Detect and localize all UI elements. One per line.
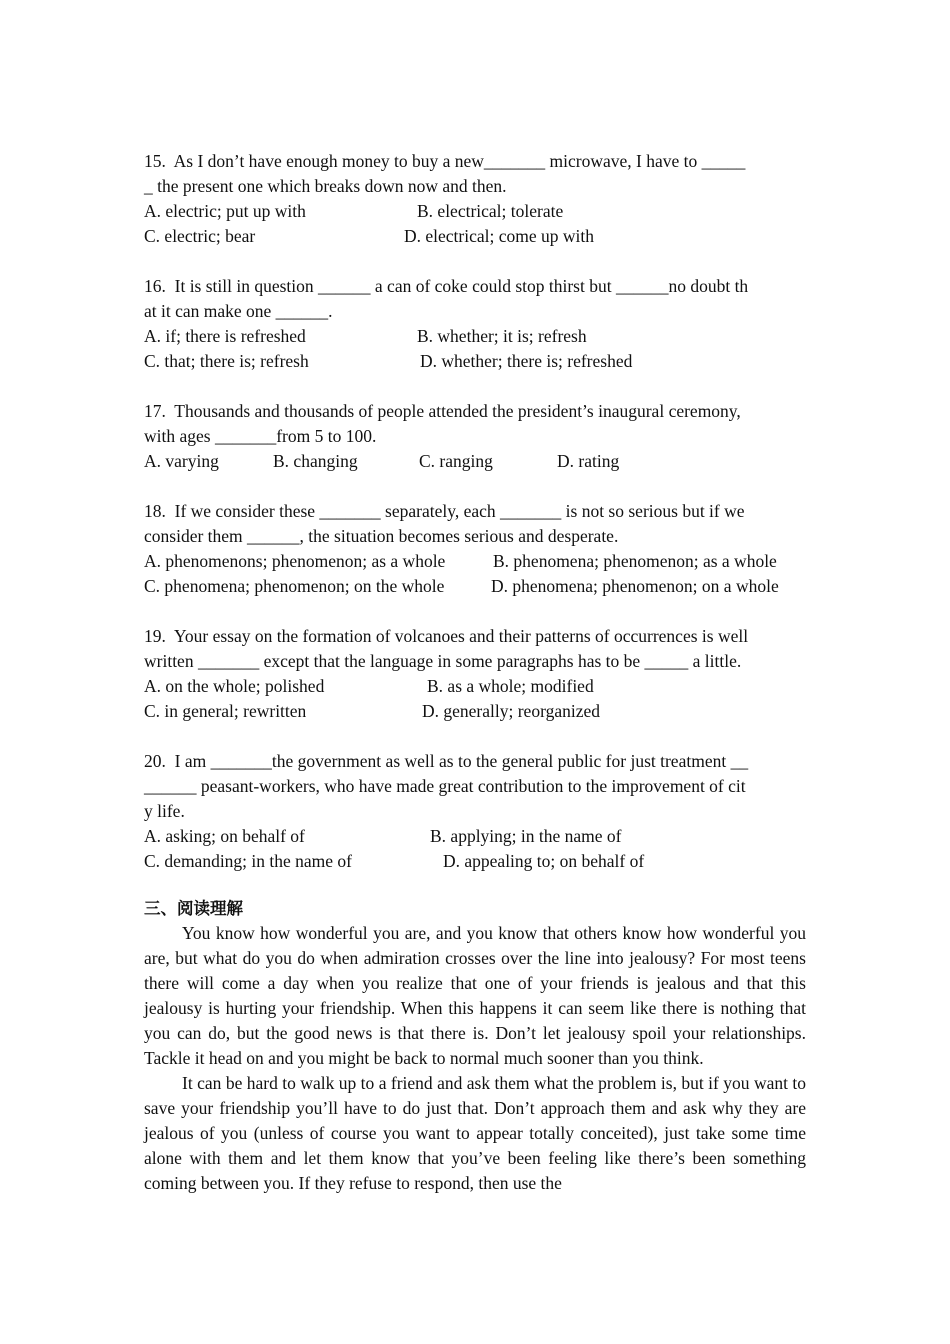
option-b: B. as a whole; modified — [427, 676, 594, 696]
option-b: B. whether; it is; refresh — [417, 326, 587, 346]
option-b: B. changing — [273, 451, 358, 471]
option-row — [144, 824, 806, 849]
option-c: C. electric; bear — [144, 226, 256, 246]
option-b: B. phenomena; phenomenon; as a whole — [493, 551, 777, 571]
option-row — [144, 849, 806, 874]
option-c: C. ranging — [419, 451, 493, 471]
option-d: D. phenomena; phenomenon; on a whole — [491, 576, 779, 596]
question-text-line: ______ peasant-workers, who have made great contribution to the improvement of cit — [144, 776, 746, 796]
option-row — [144, 224, 806, 249]
question-text-line: 16. It is still in question ______ a can of coke could stop thirst but ______no doubt th — [144, 276, 749, 296]
question-text-line: written _______ except that the language in some paragraphs has to be _____ a little. — [144, 651, 742, 671]
question-15 — [144, 149, 806, 249]
question-text-line: 15. As I don’t have enough money to buy a new_______ microwave, I have to _____ — [144, 151, 746, 171]
option-a: A. if; there is refreshed — [144, 326, 306, 346]
option-row — [144, 674, 806, 699]
option-c: C. demanding; in the name of — [144, 851, 353, 871]
option-d: D. appealing to; on behalf of — [443, 851, 645, 871]
option-row — [144, 349, 806, 374]
question-text-line: y life. — [144, 801, 185, 821]
question-text-line: _ the present one which breaks down now and then. — [144, 176, 507, 196]
option-d: D. whether; there is; refreshed — [420, 351, 633, 371]
option-a: A. on the whole; polished — [144, 676, 325, 696]
option-row — [144, 699, 806, 724]
section-title: 三、阅读理解 — [144, 899, 243, 918]
option-row — [144, 324, 806, 349]
question-text-line: 19. Your essay on the formation of volcanoes and their patterns of occurrences is well — [144, 626, 749, 646]
reading-paragraph: It can be hard to walk up to a friend and ask them what the problem is, but if you want to save your friendship you’ll have to do just that. Don’t approach them and ask why they are jealous of you (unless of course you want to appear totally conceited), just take some time alone with them and let them know that you’ve been feeling like there’s been something coming between you. If they refuse to respond, then use the — [144, 1073, 806, 1193]
question-19 — [144, 624, 806, 724]
option-a: A. varying — [144, 451, 219, 471]
option-c: C. phenomena; phenomenon; on the whole — [144, 576, 445, 596]
option-row — [144, 199, 806, 224]
question-20 — [144, 749, 806, 874]
option-c: C. in general; rewritten — [144, 701, 307, 721]
option-row — [144, 574, 806, 599]
option-a: A. electric; put up with — [144, 201, 306, 221]
option-row — [144, 449, 806, 474]
option-a: A. phenomenons; phenomenon; as a whole — [144, 551, 446, 571]
option-d: D. electrical; come up with — [404, 226, 594, 246]
question-16 — [144, 274, 806, 374]
question-text-line: at it can make one ______. — [144, 301, 333, 321]
option-b: B. electrical; tolerate — [417, 201, 564, 221]
question-text-line: 17. Thousands and thousands of people attended the president’s inaugural ceremony, — [144, 401, 741, 421]
question-18 — [144, 499, 806, 599]
option-row — [144, 549, 806, 574]
option-b: B. applying; in the name of — [430, 826, 622, 846]
option-d: D. generally; reorganized — [422, 701, 600, 721]
question-17 — [144, 399, 806, 474]
option-a: A. asking; on behalf of — [144, 826, 305, 846]
question-text-line: 20. I am _______the government as well as to the general public for just treatment __ — [144, 751, 749, 771]
document-content — [144, 149, 806, 1196]
option-d: D. rating — [557, 451, 620, 471]
question-text-line: consider them ______, the situation becomes serious and desperate. — [144, 526, 619, 546]
question-text-line: 18. If we consider these _______ separately, each _______ is not so serious but if we — [144, 501, 745, 521]
question-text-line: with ages _______from 5 to 100. — [144, 426, 377, 446]
reading-paragraph: You know how wonderful you are, and you know that others know how wonderful you are, but what do you do when admiration crosses over the line into jealousy? For most teens there will come a day when you realize that one of your friends is jealous and that this jealousy is hurting your friendship. When this happens it can seem like there is nothing that you can do, but the good news is that there is. Don’t let jealousy spoil your relationships. Tackle it head on and you might be back to normal much sooner than you think. — [144, 923, 806, 1068]
option-c: C. that; there is; refresh — [144, 351, 309, 371]
